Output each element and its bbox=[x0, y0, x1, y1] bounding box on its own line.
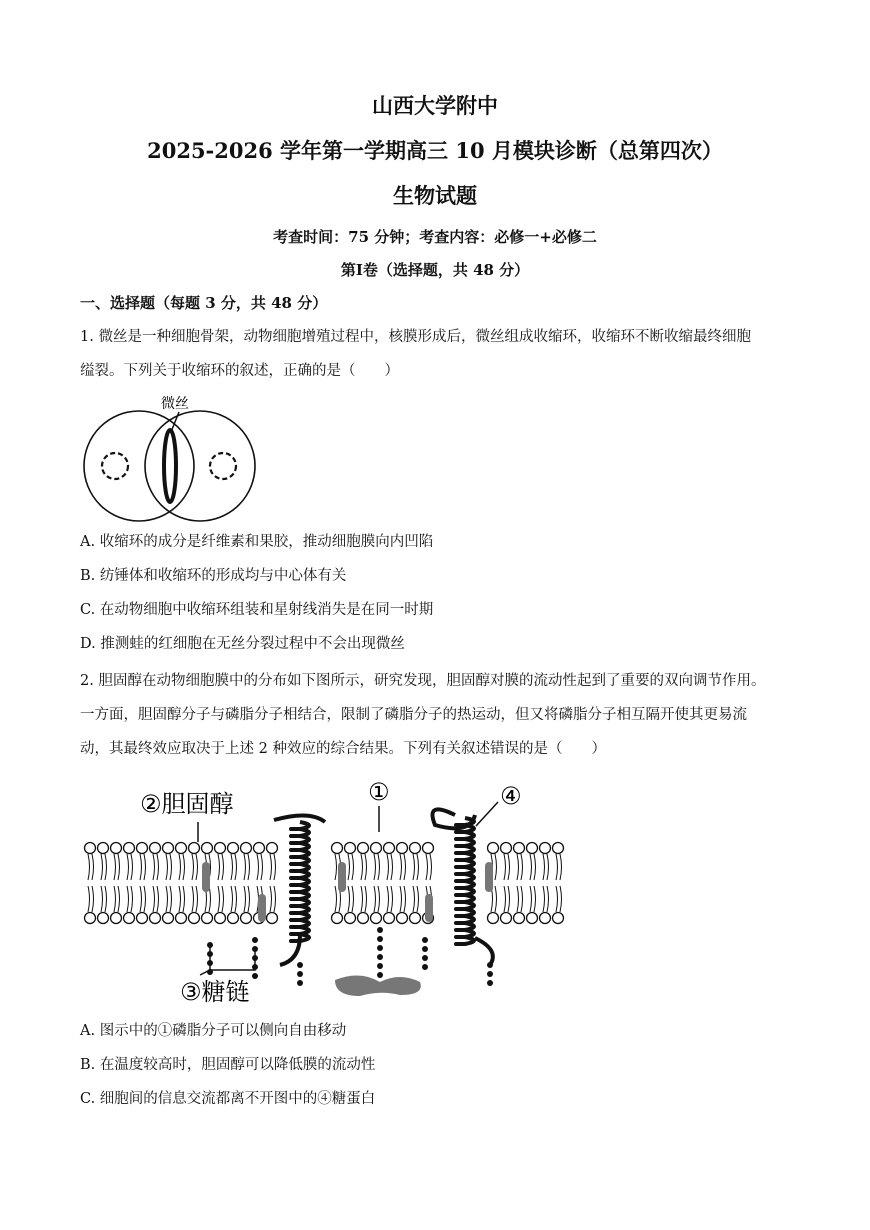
glycoprotein-4 bbox=[433, 809, 493, 965]
right-cell bbox=[145, 411, 255, 521]
figure-cell-division bbox=[75, 388, 275, 523]
question-2-option-c[interactable]: C. 细胞间的信息交流都离不开图中的④糖蛋白 bbox=[80, 1091, 376, 1107]
question-1-stem-line2: 缢裂。下列关于收缩环的叙述，正确的是（ ） bbox=[80, 363, 399, 379]
left-nucleus bbox=[102, 453, 128, 479]
question-1-option-c[interactable]: C. 在动物细胞中收缩环组装和星射线消失是在同一时期 bbox=[80, 602, 434, 618]
cholesterol-mark bbox=[258, 894, 266, 922]
school-name: 山西大学附中 bbox=[372, 93, 498, 118]
question-2-stem bbox=[80, 664, 800, 766]
cholesterol-label: ②胆固醇 bbox=[140, 790, 234, 818]
cholesterol-mark bbox=[425, 894, 433, 922]
microfilament-label: 微丝 bbox=[161, 396, 189, 412]
cholesterol-mark bbox=[338, 862, 346, 892]
question-2-stem-line2: 一方面，胆固醇分子与磷脂分子相结合，限制了磷脂分子的热运动，但又将磷脂分子相互隔开使其更易流 bbox=[80, 707, 747, 723]
cholesterol-mark bbox=[485, 862, 493, 892]
question-2-option-b[interactable]: B. 在温度较高时，胆固醇可以降低膜的流动性 bbox=[80, 1057, 376, 1073]
contractile-ring bbox=[164, 430, 176, 502]
transmembrane-protein-left bbox=[274, 815, 325, 965]
question-2-stem-line3: 动，其最终效应取决于上述 2 种效应的综合结果。下列有关叙述错误的是（ ） bbox=[80, 741, 606, 757]
label-4: ④ bbox=[500, 782, 522, 810]
exam-info: 考查时间：75 分钟；考查内容：必修一+必修二 bbox=[273, 228, 597, 246]
figure-cell-membrane bbox=[80, 770, 580, 1015]
exam-title: 2025-2026 学年第一学期高三 10 月模块诊断（总第四次） bbox=[147, 138, 723, 163]
question-1-option-a[interactable]: A. 收缩环的成分是纤维素和果胶，推动细胞膜向内凹陷 bbox=[80, 534, 434, 550]
section-title: 一、选择题（每题 3 分，共 48 分） bbox=[80, 294, 328, 312]
subject-title: 生物试题 bbox=[393, 183, 477, 208]
label-1: ① bbox=[368, 778, 390, 806]
peripheral-protein bbox=[335, 975, 421, 996]
question-1-option-b[interactable]: B. 纺锤体和收缩环的形成均与中心体有关 bbox=[80, 568, 347, 584]
question-1-stem bbox=[80, 320, 800, 388]
question-1-stem-line1: 1. 微丝是一种细胞骨架，动物细胞增殖过程中，核膜形成后，微丝组成收缩环，收缩环不断收缩最终细胞 bbox=[80, 329, 751, 345]
sugar-chain-label: ③糖链 bbox=[180, 978, 250, 1006]
question-2-stem-line1: 2. 胆固醇在动物细胞膜中的分布如下图所示，研究发现，胆固醇对膜的流动性起到了重要的双向调节作用。 bbox=[80, 673, 766, 689]
volume-title: 第Ⅰ卷（选择题，共 48 分） bbox=[340, 261, 530, 279]
right-nucleus bbox=[210, 453, 236, 479]
pointer-3 bbox=[200, 945, 255, 975]
cholesterol-mark bbox=[202, 862, 210, 892]
question-1-option-d[interactable]: D. 推测蛙的红细胞在无丝分裂过程中不会出现微丝 bbox=[80, 636, 405, 652]
pointer-4 bbox=[476, 802, 498, 826]
question-2-option-a[interactable]: A. 图示中的①磷脂分子可以侧向自由移动 bbox=[80, 1023, 347, 1039]
